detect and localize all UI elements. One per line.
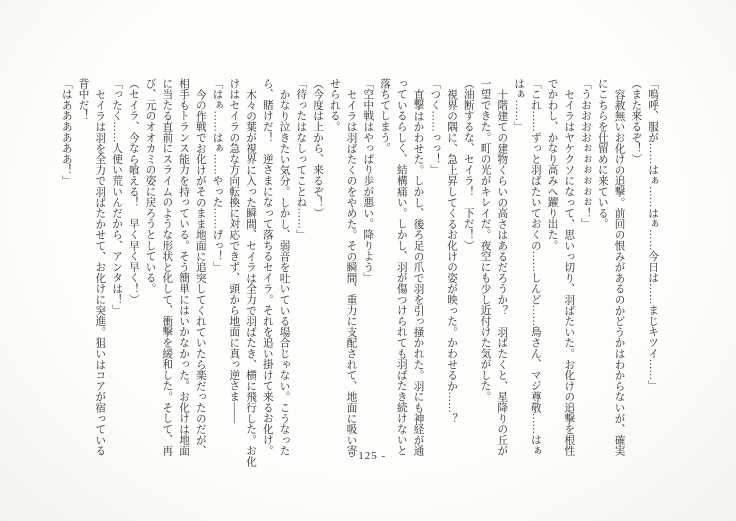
text-line: （今度は上から、来るぞ！）	[312, 78, 323, 219]
text-line: に当たる直前にスライムのような形状と化して、衝撃を緩和した。そして、再	[161, 78, 173, 456]
text-line: 「つく……っっ！」	[429, 78, 441, 176]
text-line: び、元のオオカミの姿に戻ろうとしている。	[144, 78, 156, 294]
text-line: 一望できた。町の光がキレイだ。夜空にも少し近付けた気がした。	[479, 78, 491, 402]
text-line: 「これ……ずっと羽ばたいておくの……しんど……鳥さん、マジ尊敬……はぁ	[529, 78, 541, 456]
text-line: ら、賭けだ！ 逆さまになって落ちるセイラ。それを追い掛けて来るお化け。	[261, 78, 273, 456]
text-columns	[54, 78, 660, 470]
text-line: せられる。	[328, 78, 340, 132]
text-line: はぁ……」	[513, 78, 524, 132]
text-line: セイラは羽ばたくのをやめた。その瞬間、重力に支配されて、地面に吸い寄	[345, 88, 357, 456]
text-line: （セイラ、今なら喰える！ 早く早く早く！）	[127, 78, 139, 305]
text-line: 「うおおおおぉぉぉぉぉぉ！」	[580, 78, 591, 230]
text-line: （また来るぞ！）	[630, 78, 642, 165]
text-line: セイラはヤケクソになって、思いっ切り、羽ばたいた。お化けの追撃を根性	[563, 88, 575, 456]
text-line: かなり泣きたい気分。しかし、弱音を吐いている場合じゃない。こうなった	[278, 88, 290, 456]
text-line: けはセイラの急な方向転換に対応できず、頭から地面に真っ逆さま――	[228, 78, 240, 424]
text-line: 直撃はかわせた。しかし、後ろ足の爪で羽を引っ掻かれた。羽にも神経が通	[412, 88, 424, 456]
text-line: 「はああああああ！」	[60, 78, 72, 186]
text-line: 「はぁ……はぁ……やった……げっ！」	[211, 78, 223, 273]
text-line: 「ったく……人使い荒いんだから、アンタは！」	[111, 78, 122, 316]
text-line: 「嗚呼、服が……はぁ……はぁ……今日は……まじキツイ……」	[647, 78, 658, 392]
text-line: 「空中戦はやっぱり歩が悪い。降りよう」	[362, 78, 374, 284]
text-line: セイラは羽を全力で羽ばたかせて、お化けに突進。狙いはコアが宿っている	[94, 88, 106, 456]
text-line: 「待ったはなしってことね……」	[295, 78, 307, 240]
text-line: 相手もトランス能力を持っている。そう簡単にはいかなかった。お化けは地面	[178, 78, 189, 456]
text-line: 落ちてしまう。	[379, 78, 390, 154]
text-line: 十階建ての建物くらいの高さはあるだろうか？ 羽ばたくと、星降りの丘が	[496, 88, 508, 456]
text-line: 容赦無いお化けの追撃。前回の恨みがあるのかどうかはわからないが、確実	[613, 88, 625, 456]
text-line: 背中だ！	[77, 78, 89, 122]
text-line: でかわし、かなり高みへ躍り出た。	[546, 78, 558, 251]
text-line: 視界の隅に、急上昇してくるお化けの姿が映った。かわせるか……？	[446, 88, 457, 424]
text-line: 今の作戦でお化けがそのまま地面に追突してくれていたら楽だったのだが、	[194, 88, 206, 456]
text-line: っているらしく、結構痛い。しかし、羽が傷つけられても羽ばたき続けないと	[395, 78, 407, 456]
text-line: 木々の葉が視界に入った瞬間、セイラは全力で羽ばたき、横に飛行した。お化	[245, 88, 256, 467]
page-number: - 125 -	[349, 450, 387, 462]
text-line: にこちらを仕留めに来ている。	[596, 78, 608, 230]
text-line: （油断するな、セイラ！ 下だ！）	[462, 78, 474, 251]
